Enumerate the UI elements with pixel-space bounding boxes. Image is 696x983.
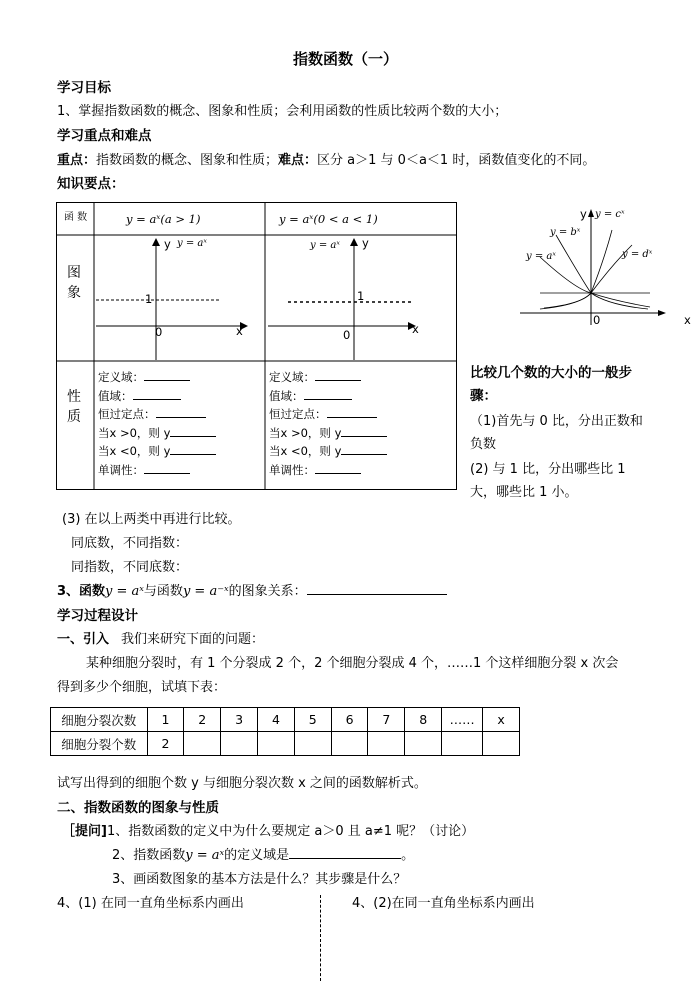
g2-func-label: y = aˣ — [310, 240, 340, 251]
row-label-props: 性质 — [67, 389, 81, 425]
write-function: 试写出得到的细胞个数 y 与细胞分裂次数 x 之间的函数解析式。 — [57, 776, 427, 791]
zd-text: 指数函数的概念、图象和性质； — [96, 153, 279, 168]
g1-zero: 0 — [155, 325, 163, 339]
prop-range: 值域： — [269, 387, 387, 406]
count-cell[interactable] — [405, 732, 442, 756]
prop-domain: 定义域： — [98, 368, 216, 387]
key-points-line — [57, 149, 595, 168]
col-cell: …… — [442, 708, 483, 732]
count-cell[interactable] — [258, 732, 295, 756]
step3-same-exp: 同指数，不同底数： — [71, 560, 189, 575]
prop-domain: 定义域： — [269, 368, 387, 387]
process-heading: 学习过程设计 — [57, 608, 138, 624]
formula-a-gt-1: y = aˣ(a > 1) — [126, 212, 201, 226]
g1-x-label: x — [236, 324, 243, 338]
step3-line: (3) 在以上两类中再进行比较。 — [62, 512, 241, 527]
step3-same-base: 同底数，不同指数： — [71, 536, 189, 551]
count-cell[interactable] — [331, 732, 368, 756]
count-cell[interactable] — [442, 732, 483, 756]
nd-text: 区分 a＞1 与 0＜a＜1 时，函数值变化的不同。 — [317, 153, 596, 168]
g1-y-label: y — [164, 237, 171, 251]
curve-b-label: y = bˣ — [550, 227, 581, 238]
count-cell[interactable] — [368, 732, 405, 756]
side-y-label: y — [580, 207, 587, 221]
count-cell[interactable] — [184, 732, 221, 756]
col-cell: 6 — [331, 708, 368, 732]
prop-x-pos: 当x >0，则 y — [269, 424, 387, 443]
count-cell[interactable] — [483, 732, 520, 756]
count-cell[interactable] — [294, 732, 331, 756]
compare-step1: （1)首先与 0 比，分出正数和负数 — [470, 414, 643, 452]
prop-x-neg: 当x <0，则 y — [98, 442, 216, 461]
key-points-heading: 学习重点和难点 — [57, 128, 152, 144]
goals-heading: 学习目标 — [57, 80, 111, 96]
prop-fixed-point: 恒过定点： — [98, 405, 216, 424]
nd-label: 难点： — [278, 153, 318, 168]
prop-range: 值域： — [98, 387, 216, 406]
count-cell[interactable]: 2 — [147, 732, 184, 756]
count-cell[interactable] — [221, 732, 258, 756]
question-1: ［提问]1、指数函数的定义中为什么要规定 a＞0 且 a≠1 呢？（讨论） — [62, 824, 475, 839]
side-zero: 0 — [593, 313, 601, 327]
prop-monotonic: 单调性： — [269, 461, 387, 480]
intro-para2: 得到多少个细胞，试填下表： — [57, 680, 227, 695]
draw-right: 4、(2)在同一直角坐标系内画出 — [352, 896, 535, 911]
curve-c-label: y = cˣ — [595, 209, 625, 220]
col-cell: 8 — [405, 708, 442, 732]
col-cell: 3 — [221, 708, 258, 732]
question-2: 2、指数函数y = aˣ的定义域是 。 — [112, 848, 415, 863]
row1-label: 细胞分裂次数 — [51, 708, 148, 732]
section2-heading: 二、指数函数的图象与性质 — [57, 800, 219, 816]
g1-func-label: y = aˣ — [177, 238, 207, 249]
compare-heading: 比较几个数的大小的一般步骤： — [470, 365, 632, 404]
compare-step2: (2) 与 1 比，分出哪些比 1 大，哪些比 1 小。 — [470, 462, 626, 500]
prop-x-pos: 当x >0，则 y — [98, 424, 216, 443]
prop-fixed-point: 恒过定点： — [269, 405, 387, 424]
formula-a-lt-1: y = aˣ(0 < a < 1) — [279, 212, 378, 226]
page-title: 指数函数（一） — [293, 50, 399, 68]
col-cell: 1 — [147, 708, 184, 732]
props-col1 — [98, 368, 216, 479]
col-cell: x — [483, 708, 520, 732]
graph-a-gt-1 — [96, 238, 248, 360]
row2-label: 细胞分裂个数 — [51, 732, 148, 756]
knowledge-heading: 知识要点： — [57, 176, 125, 192]
division-table — [50, 707, 520, 756]
zd-label: 重点： — [57, 153, 97, 168]
g2-one: 1 — [357, 289, 365, 303]
goals-item: 1、掌握指数函数的概念、图象和性质；会利用函数的性质比较两个数的大小； — [57, 104, 508, 119]
curve-a-label: y = aˣ — [526, 251, 556, 262]
g2-y-label: y — [362, 236, 369, 250]
intro-para1: 某种细胞分裂时，有 1 个分裂成 2 个，2 个细胞分裂成 4 个，……1 个这样细胞分裂 x 次会 — [86, 656, 619, 671]
graph-a-lt-1 — [268, 238, 416, 360]
g2-x-label: x — [412, 322, 419, 336]
side-x-label: x — [684, 313, 691, 327]
question-3: 3、画函数图象的基本方法是什么？其步骤是什么？ — [112, 872, 407, 887]
column-divider — [320, 895, 321, 981]
props-col2 — [269, 368, 387, 479]
g2-zero: 0 — [343, 328, 351, 342]
col-cell: 4 — [258, 708, 295, 732]
side-exponential-graph — [500, 205, 696, 330]
q3-line: 3、函数y = aˣ与函数y = a⁻ˣ的图象关系： — [57, 580, 447, 599]
curve-d-label: y = dˣ — [622, 249, 653, 260]
draw-left: 4、(1) 在同一直角坐标系内画出 — [57, 896, 244, 911]
prop-monotonic: 单调性： — [98, 461, 216, 480]
col-cell: 5 — [294, 708, 331, 732]
intro-line: 一、引入 我们来研究下面的问题： — [57, 632, 265, 647]
col-cell: 2 — [184, 708, 221, 732]
g1-one: 1 — [145, 292, 153, 306]
func-header: 函 数 — [64, 212, 88, 223]
row-label-graph: 图象 — [67, 265, 81, 301]
col-cell: 7 — [368, 708, 405, 732]
prop-x-neg: 当x <0，则 y — [269, 442, 387, 461]
